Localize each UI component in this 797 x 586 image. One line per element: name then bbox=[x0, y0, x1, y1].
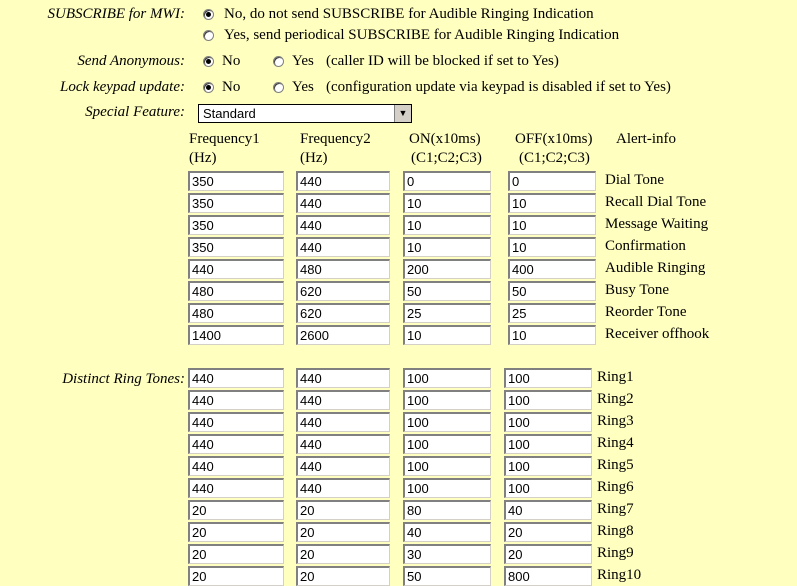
alert-info-label: Recall Dial Tone bbox=[605, 194, 707, 210]
ring-on-time-input[interactable]: 30 bbox=[403, 544, 491, 564]
ring-off-time-input[interactable]: 100 bbox=[504, 368, 592, 388]
ring-off-time-input[interactable]: 100 bbox=[504, 456, 592, 476]
mwi-no-radio[interactable] bbox=[203, 9, 214, 20]
ring-off-time-input[interactable]: 100 bbox=[504, 412, 592, 432]
mwi-yes-radio[interactable] bbox=[203, 30, 214, 41]
frequency1-input[interactable]: 350 bbox=[188, 171, 284, 191]
ring-frequency2-input[interactable]: 440 bbox=[296, 368, 390, 388]
header-frequency1: Frequency1 (Hz) bbox=[189, 131, 260, 166]
ring-frequency1-input[interactable]: 20 bbox=[188, 566, 284, 586]
ring-frequency1-input[interactable]: 440 bbox=[188, 412, 284, 432]
frequency2-input[interactable]: 440 bbox=[296, 237, 390, 257]
ring-tones-label: Distinct Ring Tones: bbox=[62, 371, 185, 387]
on-time-input[interactable]: 0 bbox=[403, 171, 491, 191]
frequency2-input[interactable]: 2600 bbox=[296, 325, 390, 345]
mwi-no-label: No, do not send SUBSCRIBE for Audible Ringing Indication bbox=[224, 6, 594, 22]
off-time-input[interactable]: 10 bbox=[508, 215, 596, 235]
ring-frequency2-input[interactable]: 440 bbox=[296, 478, 390, 498]
mwi-yes-label: Yes, send periodical SUBSCRIBE for Audible Ringing Indication bbox=[224, 27, 620, 43]
lock-keypad-no-label: No bbox=[222, 79, 241, 95]
lock-keypad-label: Lock keypad update: bbox=[60, 79, 185, 95]
ring-name-label: Ring9 bbox=[597, 545, 634, 561]
ring-frequency1-input[interactable]: 440 bbox=[188, 368, 284, 388]
on-time-input[interactable]: 200 bbox=[403, 259, 491, 279]
ring-frequency1-input[interactable]: 20 bbox=[188, 500, 284, 520]
off-time-input[interactable]: 400 bbox=[508, 259, 596, 279]
off-time-input[interactable]: 10 bbox=[508, 325, 596, 345]
ring-name-label: Ring2 bbox=[597, 391, 634, 407]
frequency2-input[interactable]: 440 bbox=[296, 171, 390, 191]
ring-frequency1-input[interactable]: 440 bbox=[188, 456, 284, 476]
ring-frequency1-input[interactable]: 20 bbox=[188, 522, 284, 542]
frequency2-input[interactable]: 480 bbox=[296, 259, 390, 279]
ring-frequency2-input[interactable]: 440 bbox=[296, 390, 390, 410]
ring-name-label: Ring7 bbox=[597, 501, 634, 517]
frequency1-input[interactable]: 480 bbox=[188, 281, 284, 301]
ring-on-time-input[interactable]: 40 bbox=[403, 522, 491, 542]
on-time-input[interactable]: 25 bbox=[403, 303, 491, 323]
ring-on-time-input[interactable]: 100 bbox=[403, 368, 491, 388]
ring-frequency2-input[interactable]: 20 bbox=[296, 544, 390, 564]
off-time-input[interactable]: 25 bbox=[508, 303, 596, 323]
frequency2-input[interactable]: 620 bbox=[296, 303, 390, 323]
ring-on-time-input[interactable]: 100 bbox=[403, 434, 491, 454]
ring-name-label: Ring8 bbox=[597, 523, 634, 539]
frequency2-input[interactable]: 440 bbox=[296, 193, 390, 213]
alert-info-label: Audible Ringing bbox=[605, 260, 706, 276]
alert-info-label: Receiver offhook bbox=[605, 326, 710, 342]
anonymous-no-radio[interactable] bbox=[203, 56, 214, 67]
header-frequency2: Frequency2 (Hz) bbox=[300, 131, 371, 166]
on-time-input[interactable]: 10 bbox=[403, 237, 491, 257]
ring-frequency1-input[interactable]: 440 bbox=[188, 390, 284, 410]
ring-name-label: Ring4 bbox=[597, 435, 634, 451]
lock-keypad-yes-radio[interactable] bbox=[273, 82, 284, 93]
lock-keypad-no-radio[interactable] bbox=[203, 82, 214, 93]
on-time-input[interactable]: 10 bbox=[403, 193, 491, 213]
frequency1-input[interactable]: 350 bbox=[188, 193, 284, 213]
anonymous-yes-label: Yes bbox=[292, 53, 314, 69]
ring-frequency2-input[interactable]: 440 bbox=[296, 434, 390, 454]
ring-frequency2-input[interactable]: 20 bbox=[296, 566, 390, 586]
ring-on-time-input[interactable]: 100 bbox=[403, 412, 491, 432]
ring-name-label: Ring10 bbox=[597, 567, 642, 583]
anonymous-yes-radio[interactable] bbox=[273, 56, 284, 67]
frequency1-input[interactable]: 440 bbox=[188, 259, 284, 279]
on-time-input[interactable]: 10 bbox=[403, 325, 491, 345]
ring-on-time-input[interactable]: 100 bbox=[403, 390, 491, 410]
special-feature-select[interactable] bbox=[198, 104, 412, 123]
ring-frequency1-input[interactable]: 20 bbox=[188, 544, 284, 564]
anonymous-no-label: No bbox=[222, 53, 241, 69]
frequency2-input[interactable]: 440 bbox=[296, 215, 390, 235]
ring-name-label: Ring3 bbox=[597, 413, 634, 429]
ring-off-time-input[interactable]: 20 bbox=[504, 522, 592, 542]
lock-keypad-yes-label: Yes bbox=[292, 79, 314, 95]
ring-frequency1-input[interactable]: 440 bbox=[188, 478, 284, 498]
ring-off-time-input[interactable]: 800 bbox=[504, 566, 592, 586]
chevron-down-icon[interactable]: ▼ bbox=[394, 105, 411, 122]
off-time-input[interactable]: 10 bbox=[508, 193, 596, 213]
off-time-input[interactable]: 10 bbox=[508, 237, 596, 257]
on-time-input[interactable]: 50 bbox=[403, 281, 491, 301]
frequency1-input[interactable]: 350 bbox=[188, 215, 284, 235]
header-alert-info: Alert-info bbox=[616, 131, 676, 147]
on-time-input[interactable]: 10 bbox=[403, 215, 491, 235]
special-feature-value: Standard bbox=[203, 106, 256, 121]
alert-info-label: Message Waiting bbox=[605, 216, 709, 232]
ring-frequency2-input[interactable]: 440 bbox=[296, 412, 390, 432]
alert-info-label: Confirmation bbox=[605, 238, 686, 254]
frequency2-input[interactable]: 620 bbox=[296, 281, 390, 301]
ring-on-time-input[interactable]: 100 bbox=[403, 478, 491, 498]
ring-frequency1-input[interactable]: 440 bbox=[188, 434, 284, 454]
off-time-input[interactable]: 50 bbox=[508, 281, 596, 301]
lock-keypad-note: (configuration update via keypad is disabled if set to Yes) bbox=[326, 79, 671, 95]
ring-off-time-input[interactable]: 20 bbox=[504, 544, 592, 564]
ring-off-time-input[interactable]: 40 bbox=[504, 500, 592, 520]
anonymous-note: (caller ID will be blocked if set to Yes) bbox=[326, 53, 559, 69]
ring-off-time-input[interactable]: 100 bbox=[504, 478, 592, 498]
ring-on-time-input[interactable]: 50 bbox=[403, 566, 491, 586]
header-off: OFF(x10ms) (C1;C2;C3) bbox=[515, 131, 593, 166]
special-feature-label: Special Feature: bbox=[85, 104, 185, 120]
ring-frequency2-input[interactable]: 440 bbox=[296, 456, 390, 476]
ring-on-time-input[interactable]: 100 bbox=[403, 456, 491, 476]
ring-on-time-input[interactable]: 80 bbox=[403, 500, 491, 520]
ring-frequency2-input[interactable]: 20 bbox=[296, 500, 390, 520]
alert-info-label: Dial Tone bbox=[605, 172, 665, 188]
ring-name-label: Ring1 bbox=[597, 369, 634, 385]
frequency1-input[interactable]: 1400 bbox=[188, 325, 284, 345]
anonymous-label: Send Anonymous: bbox=[77, 53, 185, 69]
header-on: ON(x10ms) (C1;C2;C3) bbox=[409, 131, 482, 166]
frequency1-input[interactable]: 350 bbox=[188, 237, 284, 257]
alert-info-label: Reorder Tone bbox=[605, 304, 687, 320]
frequency1-input[interactable]: 480 bbox=[188, 303, 284, 323]
ring-off-time-input[interactable]: 100 bbox=[504, 434, 592, 454]
ring-frequency2-input[interactable]: 20 bbox=[296, 522, 390, 542]
ring-name-label: Ring5 bbox=[597, 457, 634, 473]
alert-info-label: Busy Tone bbox=[605, 282, 670, 298]
ring-name-label: Ring6 bbox=[597, 479, 634, 495]
mwi-label: SUBSCRIBE for MWI: bbox=[47, 6, 185, 22]
ring-off-time-input[interactable]: 100 bbox=[504, 390, 592, 410]
off-time-input[interactable]: 0 bbox=[508, 171, 596, 191]
